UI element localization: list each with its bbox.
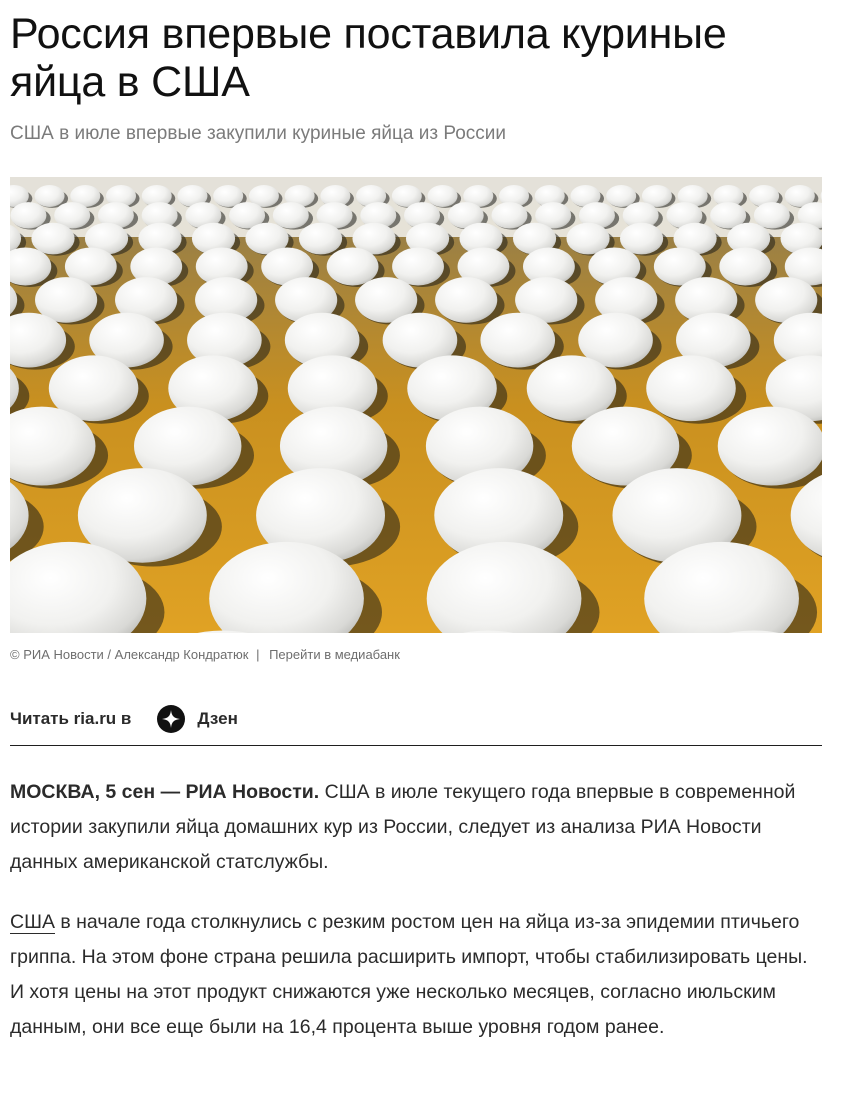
eggs-photo-illustration [10,177,822,633]
dzen-link[interactable] [157,704,237,734]
article-title: Россия впервые поставила куриные яйца в США [10,10,727,106]
dzen-label: Дзен [197,709,238,728]
article-paragraph-1 [10,775,822,880]
paragraph-2-text: в начале года столкнулись с резким ростом цен на яйца из-за эпидемии птичьего гриппа. На этом фоне страна решила расширить импорт, чтобы стабилизировать цены. И хотя цены на этот продукт снижаются уже несколько месяцев, согласно июльским данным, они все еще были на 16,4 процента выше уровня годом ранее. [10,911,808,1038]
paragraph-1-text: США в июле текущего года впервые в современной истории закупили яйца домашних кур из России, следует из анализа РИА Новости данных американской статслужбы. [10,781,796,873]
dzen-star-icon [157,705,185,733]
dateline: МОСКВА, 5 сен — РИА Новости. [10,781,320,803]
mediabank-link[interactable]: Перейти в медиабанк [269,647,400,662]
read-in-dzen-row [10,704,822,746]
photo-credit-line [10,646,400,664]
article-paragraph-2 [10,905,822,1045]
photo-credit: © РИА Новости / Александр Кондратюк [10,647,249,662]
article-photo[interactable] [10,177,822,633]
read-in-label: Читать ria.ru в [10,709,132,728]
article-subtitle: США в июле впервые закупили куриные яйца из России [10,123,506,144]
credit-separator: | [256,647,260,662]
usa-tag-link[interactable]: США [10,911,55,933]
